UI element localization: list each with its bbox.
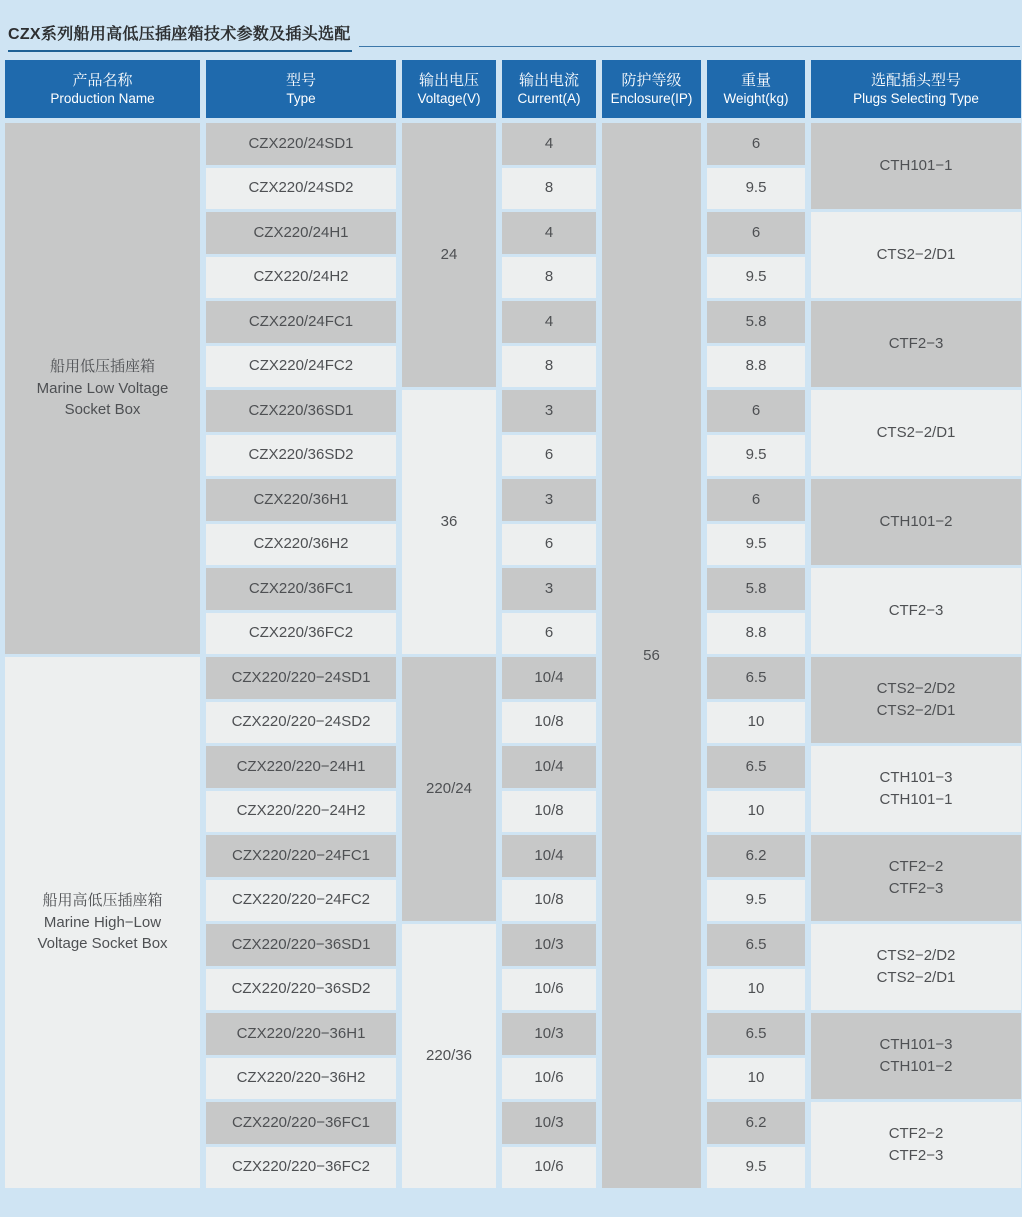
weight-cell: 5.8 [707,301,805,343]
col-header-en: Current(A) [517,91,581,107]
weight-cell: 9.5 [707,435,805,477]
type-cell: CZX220/24SD2 [206,168,396,210]
type-cell: CZX220/220−24FC1 [206,835,396,877]
current-cell: 6 [502,613,596,655]
col-header-zh: 重量 [740,71,771,89]
current-cell: 8 [502,168,596,210]
voltage-cell: 220/36 [402,924,496,1188]
weight-cell: 6.5 [707,657,805,699]
current-cell: 4 [502,212,596,254]
type-cell: CZX220/220−36H1 [206,1013,396,1055]
col-header-en: Production Name [50,91,155,107]
title-rule [359,46,1020,47]
plug-cell: CTF2−2 CTF2−3 [811,835,1021,921]
weight-cell: 6.2 [707,835,805,877]
type-cell: CZX220/36H2 [206,524,396,566]
current-cell: 10/8 [502,702,596,744]
col-header-plugs [811,60,1021,118]
col-header-type [206,60,396,118]
type-cell: CZX220/220−36SD1 [206,924,396,966]
col-header-weight [707,60,805,118]
plug-cell: CTF2−3 [811,301,1021,387]
weight-cell: 10 [707,702,805,744]
current-cell: 10/6 [502,1058,596,1100]
current-cell: 10/4 [502,835,596,877]
type-cell: CZX220/24H1 [206,212,396,254]
current-cell: 10/4 [502,657,596,699]
current-cell: 3 [502,568,596,610]
current-cell: 10/4 [502,746,596,788]
plug-cell: CTS2−2/D2 CTS2−2/D1 [811,657,1021,743]
weight-cell: 6.5 [707,746,805,788]
weight-cell: 9.5 [707,168,805,210]
plug-cell: CTS2−2/D1 [811,212,1021,298]
voltage-cell: 36 [402,390,496,654]
type-cell: CZX220/220−36H2 [206,1058,396,1100]
current-cell: 6 [502,524,596,566]
weight-cell: 5.8 [707,568,805,610]
col-header-zh: 输出电压 [418,71,479,89]
col-header-production-name [5,60,200,118]
type-cell: CZX220/220−24H2 [206,791,396,833]
col-header-zh: 输出电流 [518,71,579,89]
spec-table [0,60,1022,1188]
col-header-en: Voltage(V) [417,91,481,107]
current-cell: 4 [502,301,596,343]
weight-cell: 8.8 [707,613,805,655]
col-header-zh: 选配插头型号 [870,71,961,89]
type-cell: CZX220/24FC1 [206,301,396,343]
current-cell: 10/3 [502,924,596,966]
weight-cell: 9.5 [707,880,805,922]
col-header-en: Type [286,91,316,107]
plug-cell: CTS2−2/D2 CTS2−2/D1 [811,924,1021,1010]
plug-cell: CTF2−2 CTF2−3 [811,1102,1021,1188]
product-name-cell: 船用高低压插座箱 Marine High−Low Voltage Socket Box [5,657,200,1188]
type-cell: CZX220/36H1 [206,479,396,521]
type-cell: CZX220/36FC2 [206,613,396,655]
col-header-en: Plugs Selecting Type [853,91,979,107]
weight-cell: 6 [707,479,805,521]
current-cell: 4 [502,123,596,165]
current-cell: 10/3 [502,1102,596,1144]
weight-cell: 6 [707,123,805,165]
col-header-enclosure [602,60,701,118]
plug-cell: CTH101−1 [811,123,1021,209]
weight-cell: 9.5 [707,524,805,566]
type-cell: CZX220/220−36FC1 [206,1102,396,1144]
voltage-cell: 24 [402,123,496,387]
current-cell: 10/6 [502,969,596,1011]
type-cell: CZX220/36SD2 [206,435,396,477]
weight-cell: 6.5 [707,1013,805,1055]
type-cell: CZX220/220−36FC2 [206,1147,396,1189]
current-cell: 3 [502,390,596,432]
current-cell: 8 [502,346,596,388]
type-cell: CZX220/36FC1 [206,568,396,610]
weight-cell: 10 [707,791,805,833]
weight-cell: 8.8 [707,346,805,388]
plug-cell: CTH101−3 CTH101−2 [811,1013,1021,1099]
table-header [5,60,1022,118]
current-cell: 10/6 [502,1147,596,1189]
type-cell: CZX220/220−24FC2 [206,880,396,922]
page-title: CZX系列船用高低压插座箱技术参数及插头选配 [8,25,352,52]
plug-cell: CTF2−3 [811,568,1021,654]
weight-cell: 10 [707,969,805,1011]
col-header-en: Weight(kg) [723,91,789,107]
weight-cell: 6 [707,390,805,432]
weight-cell: 10 [707,1058,805,1100]
type-cell: CZX220/24H2 [206,257,396,299]
weight-cell: 6.5 [707,924,805,966]
type-cell: CZX220/36SD1 [206,390,396,432]
plug-cell: CTH101−2 [811,479,1021,565]
current-cell: 6 [502,435,596,477]
weight-cell: 6.2 [707,1102,805,1144]
plug-cell: CTS2−2/D1 [811,390,1021,476]
type-cell: CZX220/24FC2 [206,346,396,388]
table-body [5,123,1022,1188]
current-cell: 10/3 [502,1013,596,1055]
current-cell: 10/8 [502,880,596,922]
col-header-current [502,60,596,118]
col-header-zh: 产品名称 [72,71,133,89]
col-header-zh: 型号 [285,71,316,89]
type-cell: CZX220/220−24H1 [206,746,396,788]
product-name-cell: 船用低压插座箱 Marine Low Voltage Socket Box [5,123,200,654]
type-cell: CZX220/220−36SD2 [206,969,396,1011]
current-cell: 3 [502,479,596,521]
plug-cell: CTH101−3 CTH101−1 [811,746,1021,832]
col-header-en: Enclosure(IP) [610,91,693,107]
type-cell: CZX220/24SD1 [206,123,396,165]
col-header-voltage [402,60,496,118]
weight-cell: 6 [707,212,805,254]
weight-cell: 9.5 [707,1147,805,1189]
current-cell: 10/8 [502,791,596,833]
voltage-cell: 220/24 [402,657,496,921]
title-row [0,0,1022,52]
type-cell: CZX220/220−24SD1 [206,657,396,699]
weight-cell: 9.5 [707,257,805,299]
current-cell: 8 [502,257,596,299]
type-cell: CZX220/220−24SD2 [206,702,396,744]
enclosure-cell: 56 [602,123,701,1188]
col-header-zh: 防护等级 [621,71,682,89]
